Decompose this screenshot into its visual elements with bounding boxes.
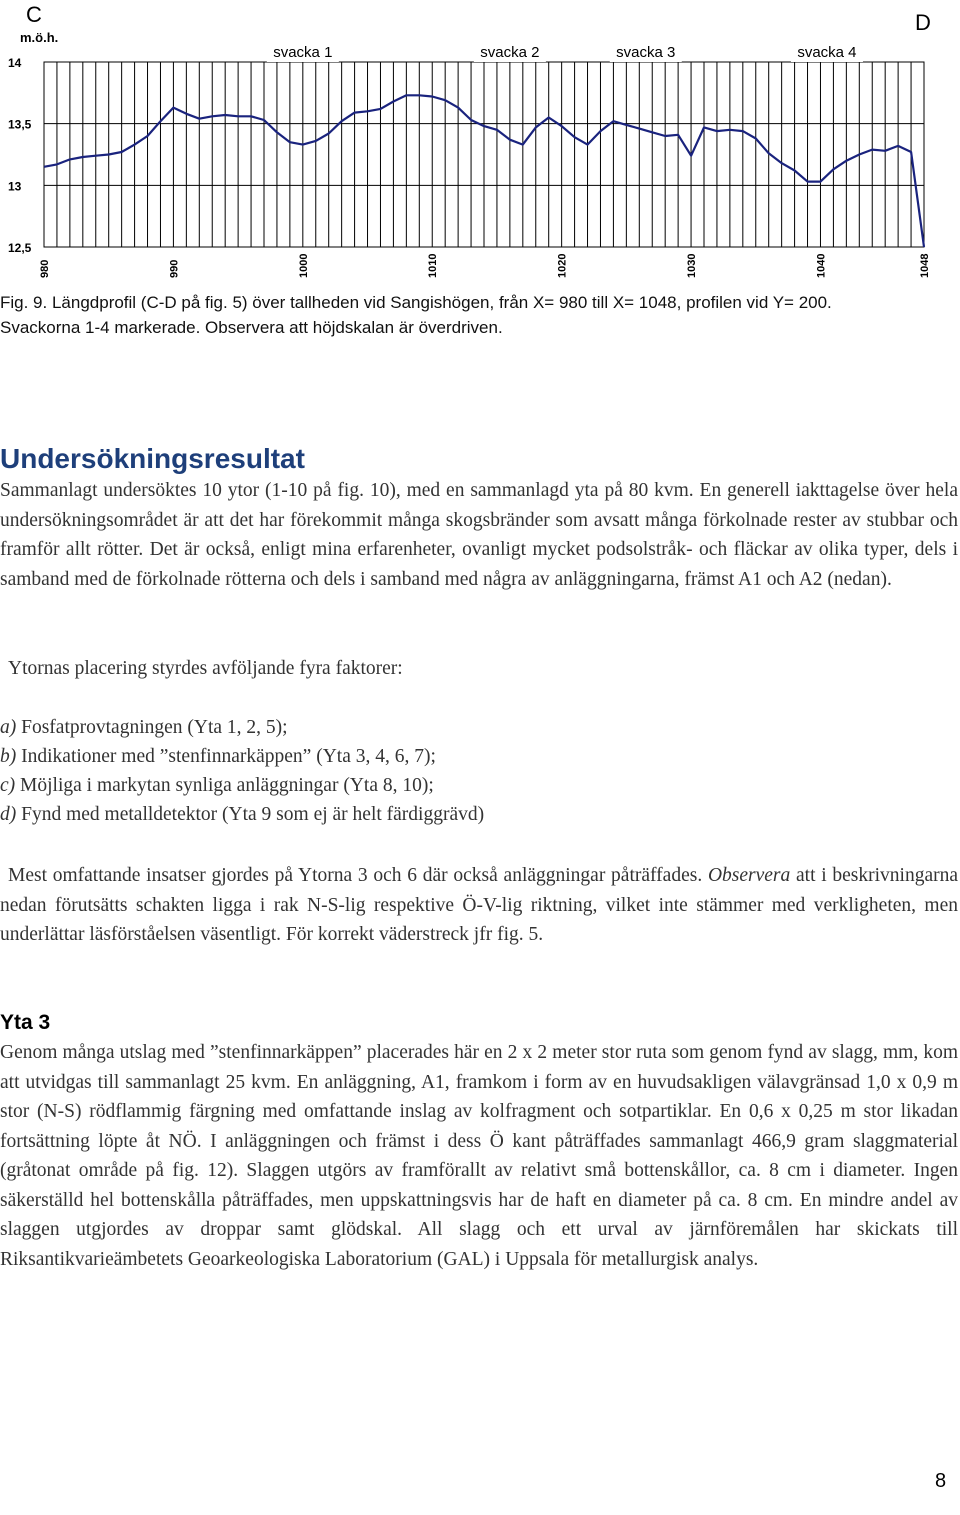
yta3-paragraph: Genom många utslag med ”stenfinnarkäppen” placerades här en 2 x 2 meter stor ruta som genom fynd av slagg, mm, kom att utvidgas till sammanlagt 25 kvm. En anläggning, A1, framkom i form av en huvudsakligen välavgränsad 1,0 x 0,9 m stor (N-S) rödflammig färgning med omfattande inslag av kolfragment och sotpartiklar. En 0,6 x 0,25 m stor likadan fortsättning löpte åt NÖ. I anläggningen och främst i dess Ö kant påträffades sammanlagt 466,9 gram slaggmaterial (gråtonat område på fig. 12). Slaggen utgörs av framförallt av relativt små bottenskållor, ca. 8 cm i diameter. Ingen säkerställd hel bottenskålla påträffades, men uppskattningsvis har de haft en diameter på ca. 8 cm. En mindre andel av slaggen utgjordes av droppar samt glödskal. All slagg och ett urval av järnföremålen har skickats till Riksantikvarieämbetets Geoarkeologiska Laboratorium (GAL) i Uppsala för metallurgisk analys.: [0, 1042, 958, 1270]
y-axis-unit: m.ö.h.: [20, 30, 59, 45]
results-paragraph: Sammanlagt undersöktes 10 ytor (1-10 på fig. 10), med en sammanlagd yta på 80 kvm. En generell iakttagelse över hela undersökningsområdet är att det har förekommit många skogsbränder som avsatt många förkolnade rester av stubbar och framför allt rötter. Det är också, enligt mina erfarenheter, ovanligt mycket podsolstråk- och fläckar av olika typer, dels i samband med de förkolnade rötterna och dels i samband med några av anläggningarna, främst A1 och A2 (nedan).: [0, 480, 958, 590]
x-tick-label: 1010: [427, 253, 440, 278]
subsection-heading: Yta 3: [0, 1011, 51, 1034]
list-item: [0, 742, 436, 772]
y-tick-label: 12,5: [8, 241, 32, 255]
list-text: Fosfatprovtagningen (Yta 1, 2, 5);: [21, 717, 288, 738]
list-text: Möjliga i markytan synliga anläggningar (Yta 8, 10);: [20, 775, 434, 796]
section-heading: Undersökningsresultat: [0, 443, 305, 474]
annotation-label: svacka 3: [616, 44, 676, 61]
x-tick-label: 1000: [297, 253, 310, 278]
list-item: [0, 713, 288, 743]
x-tick-label: 990: [168, 259, 181, 278]
figure-caption-line-2: Svackorna 1-4 markerade. Observera att höjdskalan är överdriven.: [0, 318, 503, 337]
x-tick-label: 1040: [815, 253, 828, 278]
x-tick-label: 1020: [556, 253, 569, 278]
y-tick-label: 13,5: [8, 117, 32, 132]
list-text: Indikationer med ”stenfinnarkäppen” (Yta 3, 4, 6, 7);: [21, 746, 436, 767]
efforts-emphasis: Observera: [707, 865, 791, 886]
efforts-paragraph: [0, 861, 958, 950]
list-marker: c): [0, 775, 16, 796]
annotation-label: svacka 2: [480, 44, 540, 61]
factors-intro: Ytornas placering styrdes avföljande fyra faktorer:: [8, 658, 403, 679]
page-number: 8: [935, 1470, 947, 1492]
list-marker: d): [0, 804, 17, 825]
x-tick-label: 980: [39, 259, 51, 278]
profile-start-label: C: [26, 2, 42, 27]
y-tick-label: 13: [8, 179, 22, 194]
list-marker: a): [0, 717, 17, 738]
annotation-label: svacka 1: [273, 44, 333, 61]
list-item: [0, 800, 484, 830]
list-marker: b): [0, 746, 17, 767]
x-tick-label: 1030: [686, 253, 699, 278]
list-text: Fynd med metalldetektor (Yta 9 som ej är helt färdiggrävd): [21, 804, 485, 825]
efforts-text: Mest omfattande insatser gjordes på Ytorna 3 och 6 där också anläggningar påträffades.: [8, 865, 703, 886]
list-item: [0, 771, 434, 801]
y-tick-label: 14: [8, 56, 22, 70]
x-tick-label: 1048: [919, 253, 931, 278]
figure-caption-line-1: Fig. 9. Längdprofil (C-D på fig. 5) över tallheden vid Sangishögen, från X= 980 till X= 1048, profilen vid Y= 200.: [0, 293, 832, 312]
efforts-text-rest: att i beskrivningarna nedan förutsätts schakten ligga i rak N-S-lig respektive Ö-V-lig riktning, vilket inte stämmer med verkligheten, men underlättar läsförståelsen väsentligt. För korrekt väderstreck jfr fig. 5.: [0, 865, 959, 945]
elevation-profile-chart: [0, 40, 960, 285]
profile-end-label: D: [915, 10, 931, 35]
annotation-label: svacka 4: [797, 44, 857, 61]
